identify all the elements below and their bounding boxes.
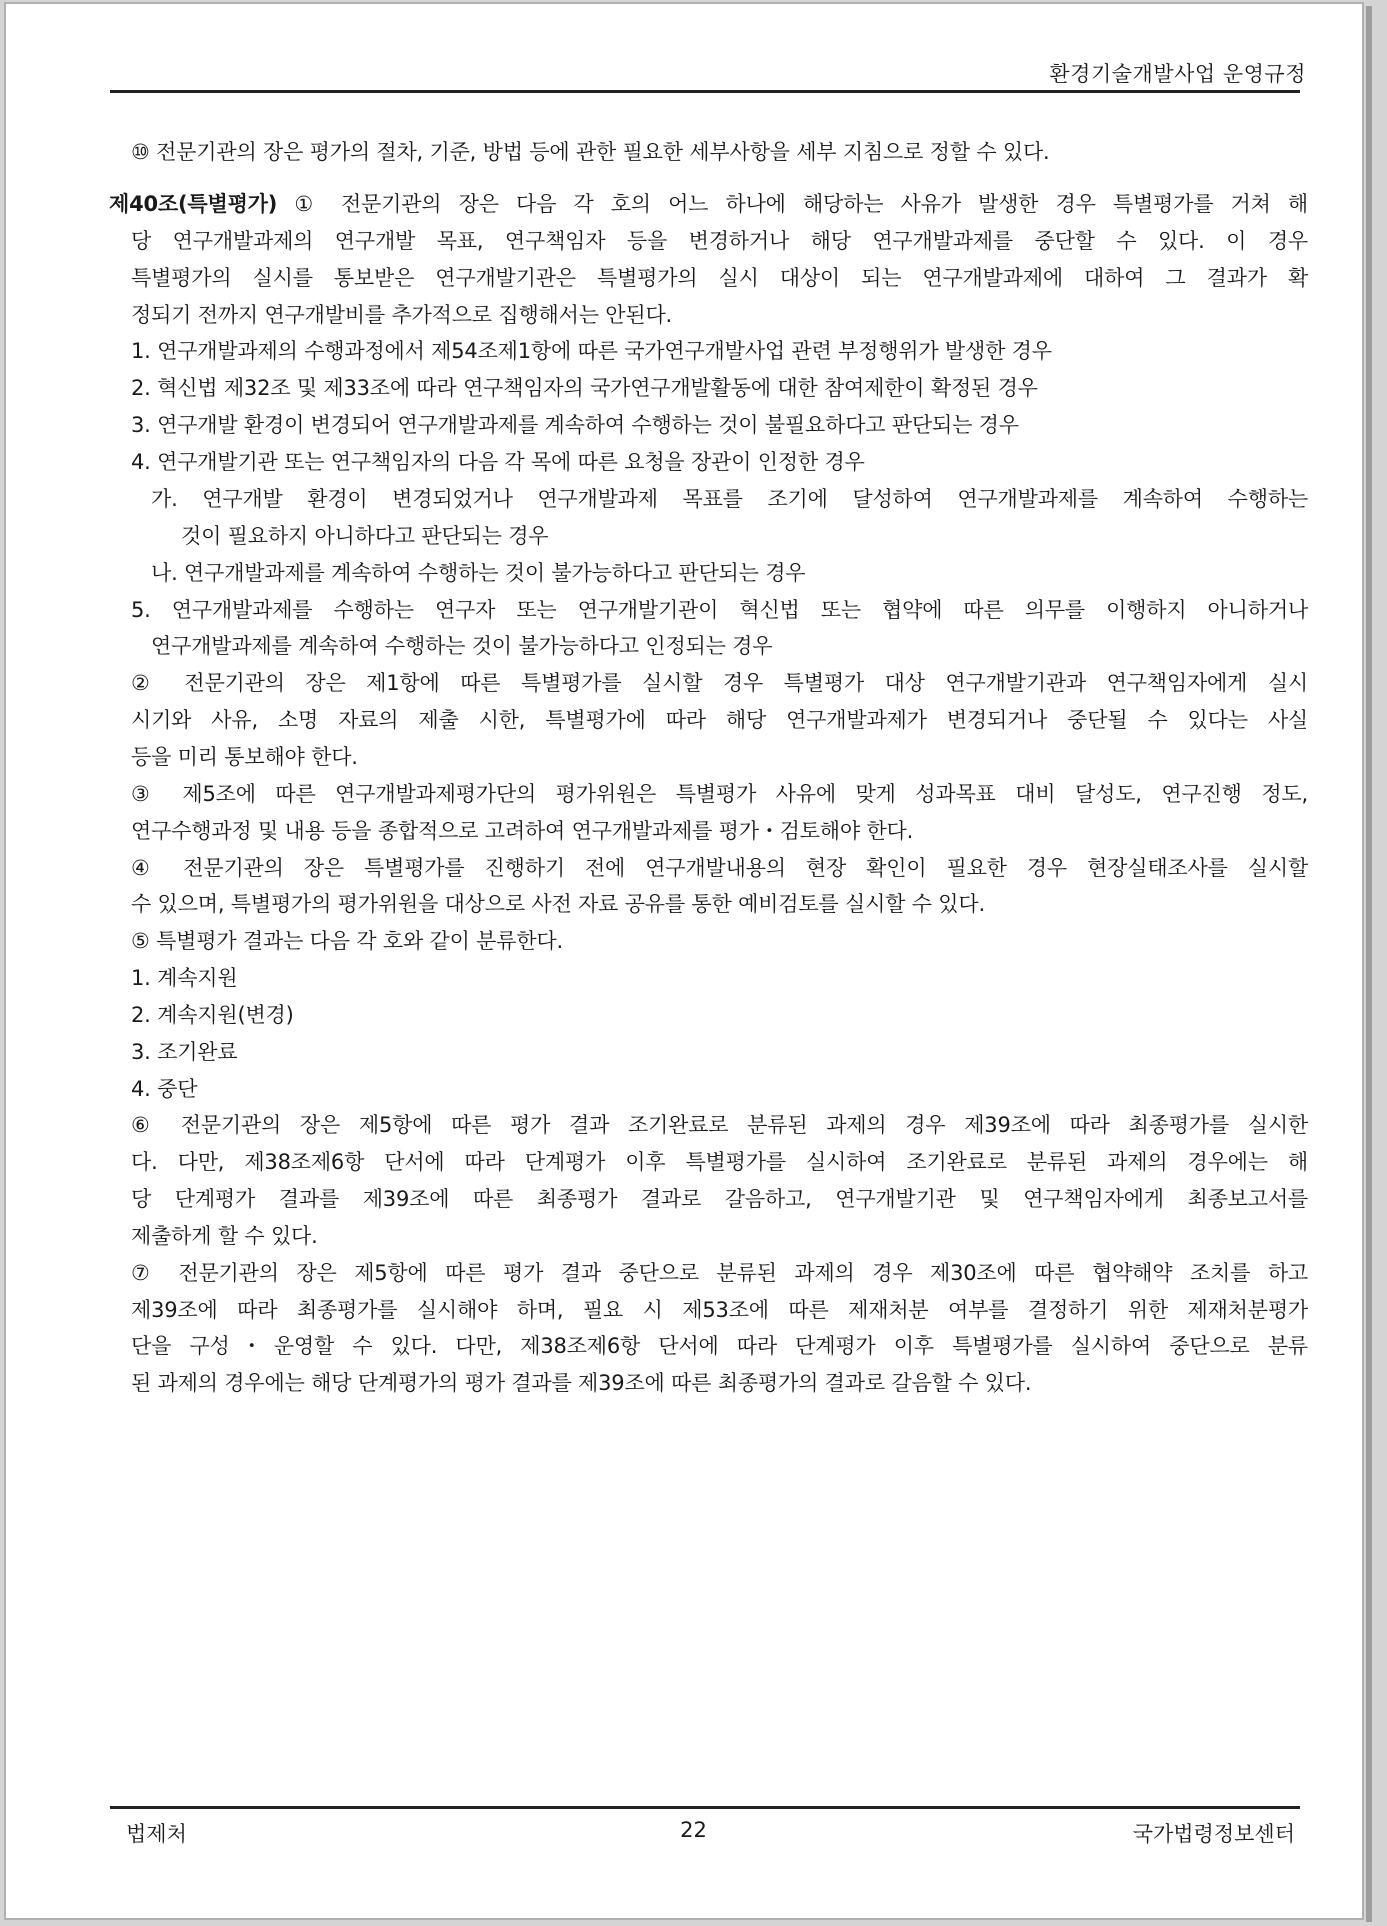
- text-line: 당 연구개발과제의 연구개발 목표, 연구책임자 등을 변경하거나 해당 연구개발과제를 중단할 수 있다. 이 경우: [131, 229, 1308, 253]
- list-item-1: 1. 연구개발과제의 수행과정에서 제54조제1항에 따른 국가연구개발사업 관련 부정행위가 발생한 경우: [131, 339, 1052, 363]
- list-item-4: 4. 연구개발기관 또는 연구책임자의 다음 각 목에 따른 요청을 장관이 인정한 경우: [131, 450, 865, 474]
- text-line: 다. 다만, 제38조제6항 단서에 따라 단계평가 이후 특별평가를 실시하여 조기완료로 분류된 과제의 경우에는 해: [131, 1150, 1308, 1174]
- text-line: 수 있으며, 특별평가의 평가위원을 대상으로 사전 자료 공유를 통한 예비검토를 실시할 수 있다.: [131, 892, 985, 916]
- text-line: 연구수행과정 및 내용 등을 종합적으로 고려하여 연구개발과제를 평가・검토해야 한다.: [131, 819, 914, 843]
- sub-item-na: 나. 연구개발과제를 계속하여 수행하는 것이 불가능하다고 판단되는 경우: [151, 561, 806, 585]
- result-item-3: 3. 조기완료: [131, 1040, 238, 1064]
- list-item-2: 2. 혁신법 제32조 및 제33조에 따라 연구책임자의 국가연구개발활동에 대한 참여제한이 확정된 경우: [131, 376, 1038, 400]
- sub-item-ga-cont: 것이 필요하지 아니하다고 판단되는 경우: [181, 524, 549, 548]
- paragraph-3: ③ 제5조에 따른 연구개발과제평가단의 평가위원은 특별평가 사유에 맞게 성과목표 대비 달성도, 연구진행 정도,: [131, 782, 1308, 806]
- text-line: 단을 구성・운영할 수 있다. 다만, 제38조제6항 단서에 따라 단계평가 이후 특별평가를 실시하여 중단으로 분류: [131, 1334, 1308, 1358]
- list-item-5-cont: 연구개발과제를 계속하여 수행하는 것이 불가능하다고 인정되는 경우: [151, 634, 773, 658]
- footer-source: 국가법령정보센터: [1132, 1822, 1295, 1846]
- result-item-2: 2. 계속지원(변경): [131, 1003, 294, 1027]
- text-line: 된 과제의 경우에는 해당 단계평가의 평가 결과를 제39조에 따른 최종평가의 결과로 갈음할 수 있다.: [131, 1371, 1032, 1395]
- paragraph-7: ⑦ 전문기관의 장은 제5항에 따른 평가 결과 중단으로 분류된 과제의 경우 제30조에 따른 협약해약 조치를 하고: [131, 1261, 1308, 1285]
- result-item-1: 1. 계속지원: [131, 966, 238, 990]
- text-line: 특별평가의 실시를 통보받은 연구개발기관은 특별평가의 실시 대상이 되는 연구개발과제에 대하여 그 결과가 확: [131, 266, 1308, 290]
- paragraph-5: ⑤ 특별평가 결과는 다음 각 호와 같이 분류한다.: [131, 929, 563, 953]
- text-line: 등을 미리 통보해야 한다.: [131, 745, 358, 769]
- list-item-5: 5. 연구개발과제를 수행하는 연구자 또는 연구개발기관이 혁신법 또는 협약에 따른 의무를 이행하지 아니하거나: [131, 598, 1308, 622]
- header-divider: [110, 90, 1300, 93]
- paragraph-2: ② 전문기관의 장은 제1항에 따른 특별평가를 실시할 경우 특별평가 대상 연구개발기관과 연구책임자에게 실시: [131, 671, 1308, 695]
- list-item-3: 3. 연구개발 환경이 변경되어 연구개발과제를 계속하여 수행하는 것이 불필요하다고 판단되는 경우: [131, 413, 1019, 437]
- page-edge-shadow: [1366, 6, 1372, 1922]
- text-line: 당 단계평가 결과를 제39조에 따른 최종평가 결과로 갈음하고, 연구개발기관 및 연구책임자에게 최종보고서를: [131, 1187, 1308, 1211]
- page-number: 22: [680, 1818, 707, 1842]
- article-40-heading: 제40조(특별평가): [109, 192, 278, 216]
- document-header-title: 환경기술개발사업 운영규정: [1049, 62, 1306, 86]
- text-line: 제39조에 따라 최종평가를 실시해야 하며, 필요 시 제53조에 따른 제재처분 여부를 결정하기 위한 제재처분평가: [131, 1298, 1308, 1322]
- paragraph-10: ⑩ 전문기관의 장은 평가의 절차, 기준, 방법 등에 관한 필요한 세부사항을 세부 지침으로 정할 수 있다.: [131, 140, 1050, 164]
- footer-publisher: 법제처: [126, 1822, 187, 1846]
- text-line: 시기와 사유, 소명 자료의 제출 시한, 특별평가에 따라 해당 연구개발과제가 변경되거나 중단될 수 있다는 사실: [131, 708, 1308, 732]
- article-40-first-line: [109, 187, 1308, 221]
- text-line: 제출하게 할 수 있다.: [131, 1224, 318, 1248]
- article-40-clause-1-start: ① 전문기관의 장은 다음 각 호의 어느 하나에 해당하는 사유가 발생한 경우 특별평가를 거쳐 해: [277, 192, 1308, 216]
- text-line: 정되기 전까지 연구개발비를 추가적으로 집행해서는 안된다.: [131, 303, 672, 327]
- sub-item-ga: 가. 연구개발 환경이 변경되었거나 연구개발과제 목표를 조기에 달성하여 연구개발과제를 계속하여 수행하는: [151, 487, 1308, 511]
- paragraph-6: ⑥ 전문기관의 장은 제5항에 따른 평가 결과 조기완료로 분류된 과제의 경우 제39조에 따라 최종평가를 실시한: [131, 1113, 1308, 1137]
- result-item-4: 4. 중단: [131, 1077, 198, 1101]
- paragraph-4: ④ 전문기관의 장은 특별평가를 진행하기 전에 연구개발내용의 현장 확인이 필요한 경우 현장실태조사를 실시할: [131, 856, 1308, 880]
- footer-divider: [110, 1806, 1300, 1809]
